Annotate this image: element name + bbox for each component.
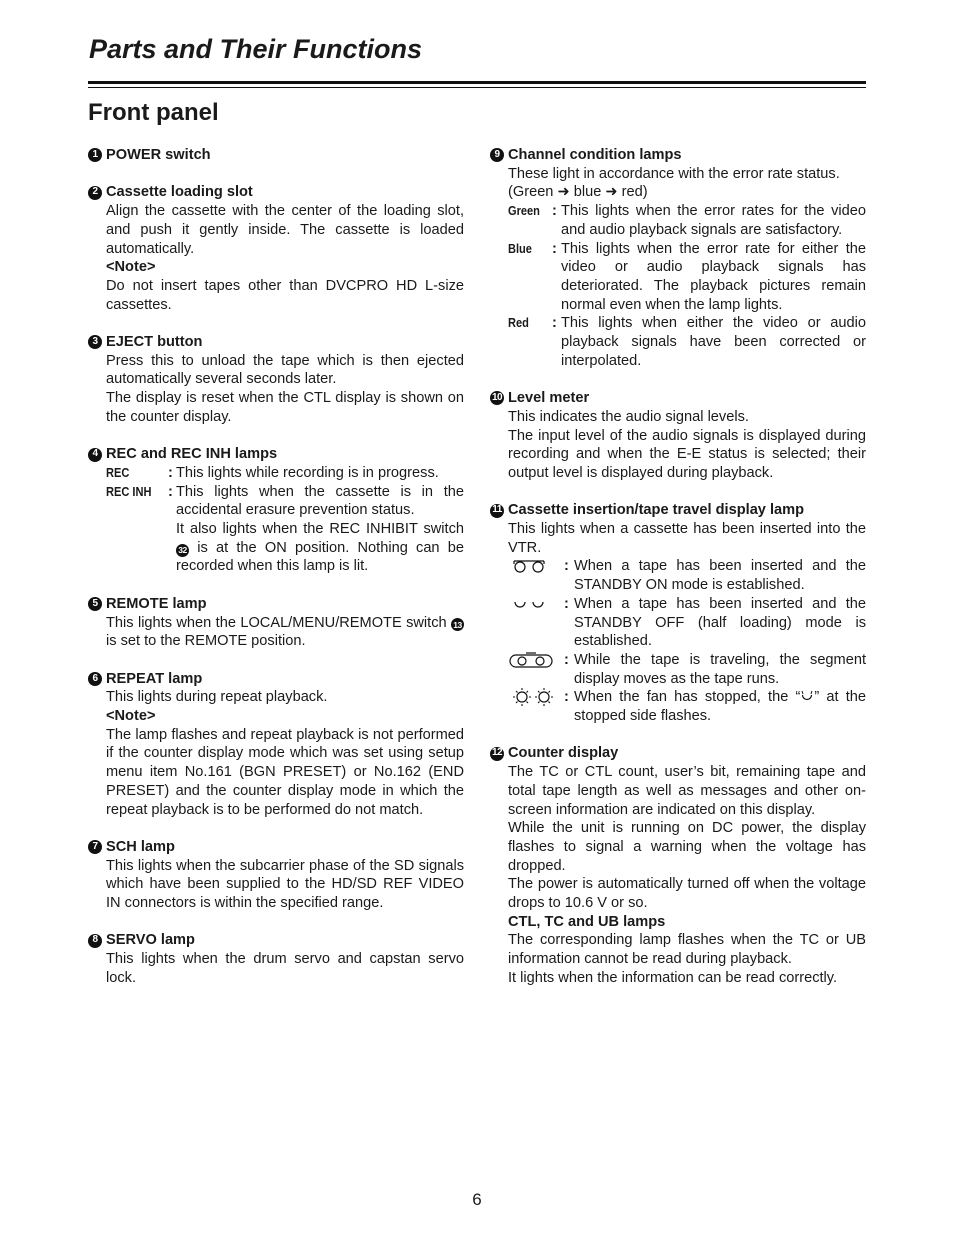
item-heading: REPEAT lamp [106,670,203,687]
tape-traveling-icon [508,651,564,669]
section-title: Front panel [88,99,219,126]
page-number: 6 [472,1190,482,1209]
item-heading: Counter display [508,745,619,762]
item-heading: Channel condition lamps [508,147,682,163]
item-number: 3 [88,335,102,349]
definition-desc: This lights when either the video or audio playback signals have been corrected or interpolated. [561,315,866,369]
item-text: The corresponding lamp flashes when the TC or UB information cannot be read during playback. [508,932,866,968]
item-number: 11 [490,504,504,518]
reference-number: 32 [176,544,189,557]
definition-desc: This lights when the error rate for either the video or audio playback signals has deteriorated. The playback pictures remain normal even when the lamp lights. [561,240,866,313]
item-number: 7 [88,840,102,854]
definition-desc: This lights when the cassette is in the accidental erasure prevention status. [176,483,464,519]
item-number: 8 [88,934,102,948]
item-heading: Cassette insertion/tape travel display lamp [508,502,805,519]
definition-rec: REC : This lights while recording is in progress. [106,464,464,483]
note-label: <Note> [106,259,156,276]
item-number: 4 [88,448,102,462]
item-number: 12 [490,747,504,761]
definition-green: Green : This lights when the error rates for the video and audio playback signals are satisfactory. [508,203,866,238]
definition-tape-traveling: : While the tape is traveling, the segment display moves as the tape runs. [508,651,866,688]
definition-desc: It also lights when the REC INHIBIT switch 32 is at the ON position. Nothing can be recorded when this lamp is lit. [176,521,464,575]
item-text: This indicates the audio signal levels. [508,408,749,425]
note-text: Do not insert tapes other than DVCPRO HD L-size cassettes. [106,277,464,313]
fan-stopped-icon [508,688,564,706]
item-number: 10 [490,391,504,405]
item-text: The power is automatically turned off when the voltage drops to 10.6 V or so. [508,876,866,912]
definition-desc: When a tape has been inserted and the STANDBY ON mode is established. [574,558,866,594]
reference-number: 13 [451,618,464,631]
right-column [490,146,866,1006]
reel-icon [800,690,814,702]
definition-standby-off: : When a tape has been inserted and the STANDBY OFF (half loading) mode is established. [508,595,866,651]
item-heading: Cassette loading slot [106,184,253,201]
definition-desc: This lights when the error rates for the video and audio playback signals are satisfactory. [561,203,866,238]
left-column [88,146,464,1006]
item-repeat-lamp [88,670,464,820]
sub-heading: CTL, TC and UB lamps [508,913,666,930]
definition-red: Red : This lights when either the video or audio playback signals have been corrected or interpolated. [508,315,866,369]
item-remote-lamp [88,595,464,651]
definition-desc: When the fan has stopped, the “ ” at the stopped side flashes. [574,689,866,725]
item-text: The TC or CTL count, user’s bit, remaining tape and total tape length as well as messages and other on-screen information are indicated on this display. [508,764,866,818]
item-cassette-display-lamp [490,501,866,725]
item-number: 9 [490,148,504,162]
item-heading: REC and REC INH lamps [106,446,278,463]
item-level-meter [490,389,866,483]
item-number: 5 [88,597,102,611]
item-number: 2 [88,186,102,200]
item-text: (Green ➜ blue ➜ red) [508,184,648,201]
note-text: The lamp flashes and repeat playback is not performed if the counter display mode which was set using setup menu item No.161 (BGN PRESET) or No.162 (END PRESET) and the counter display mode in which the repeat playback is to be performed do not match. [106,726,464,818]
item-heading: REMOTE lamp [106,595,207,612]
item-text: These light in accordance with the error rate status. [508,165,840,182]
definition-term: REC [106,464,130,480]
definition-desc: When a tape has been inserted and the STANDBY OFF (half loading) mode is established. [574,595,866,650]
definition-standby-on: : When a tape has been inserted and the STANDBY ON mode is established. [508,557,866,594]
standby-off-icon [508,595,564,613]
item-servo-lamp [88,931,464,987]
item-text: Align the cassette with the center of the loading slot, and push it gently inside. The cassette is loaded automatically. [106,203,464,257]
definition-term: Green [508,203,540,219]
standby-on-icon [508,557,564,575]
item-cassette-slot [88,183,464,314]
item-channel-lamps [490,146,866,370]
item-text: The display is reset when the CTL display is shown on the counter display. [106,390,464,425]
item-text: This lights when a cassette has been inserted into the VTR. [508,521,866,556]
definition-desc: This lights while recording is in progress. [176,464,439,481]
item-heading: EJECT button [106,334,203,350]
item-heading: POWER switch [106,147,211,163]
item-eject-button [88,333,464,427]
item-power-switch [88,146,464,165]
page-title: Parts and Their Functions [89,34,423,64]
item-text: While the unit is running on DC power, the display flashes to signal a warning when the voltage has dropped. [508,820,866,874]
item-text: It lights when the information can be read correctly. [508,969,838,986]
item-text: The input level of the audio signals is displayed during recording and when the E-E status is selected; their output level is displayed during playback. [508,427,866,481]
item-text: This lights when the subcarrier phase of the SD signals which have been supplied to the HD/SD REF VIDEO IN connectors is within the specified range. [106,857,464,912]
item-heading: Level meter [508,390,590,407]
item-rec-lamps [88,445,464,576]
item-heading: SERVO lamp [106,932,195,949]
item-number: 6 [88,672,102,686]
definition-fan-stopped: : When the fan has stopped, the “ ” at the stopped side flashes. [508,688,866,725]
item-counter-display [490,744,866,987]
item-text: Press this to unload the tape which is then ejected automatically several seconds later. [106,352,464,388]
item-number: 1 [88,148,102,162]
definition-term: Red [508,315,529,331]
definition-term: Blue [508,240,532,256]
definition-rec-inh: REC INH : This lights when the cassette is in the accidental erasure prevention status. It also lights when the REC INHIBIT switch 32 is at the ON position. Nothing can be recorded when this lamp is lit. [106,483,464,575]
definition-desc: While the tape is traveling, the segment display moves as the tape runs. [574,651,866,687]
item-text: This lights when the drum servo and capstan servo lock. [106,951,464,986]
definition-blue: Blue : This lights when the error rate for either the video or audio playback signals has deteriorated. The playback pictures remain normal even when the lamp lights. [508,240,866,313]
note-label: <Note> [106,708,156,725]
item-heading: SCH lamp [106,838,175,855]
title-rule-thin [88,87,866,88]
item-text: This lights during repeat playback. [106,689,328,706]
definition-term: REC INH [106,483,152,499]
title-rule-thick [88,81,866,84]
item-text: This lights when the LOCAL/MENU/REMOTE switch 13 is set to the REMOTE position. [106,614,464,651]
item-sch-lamp [88,838,464,913]
